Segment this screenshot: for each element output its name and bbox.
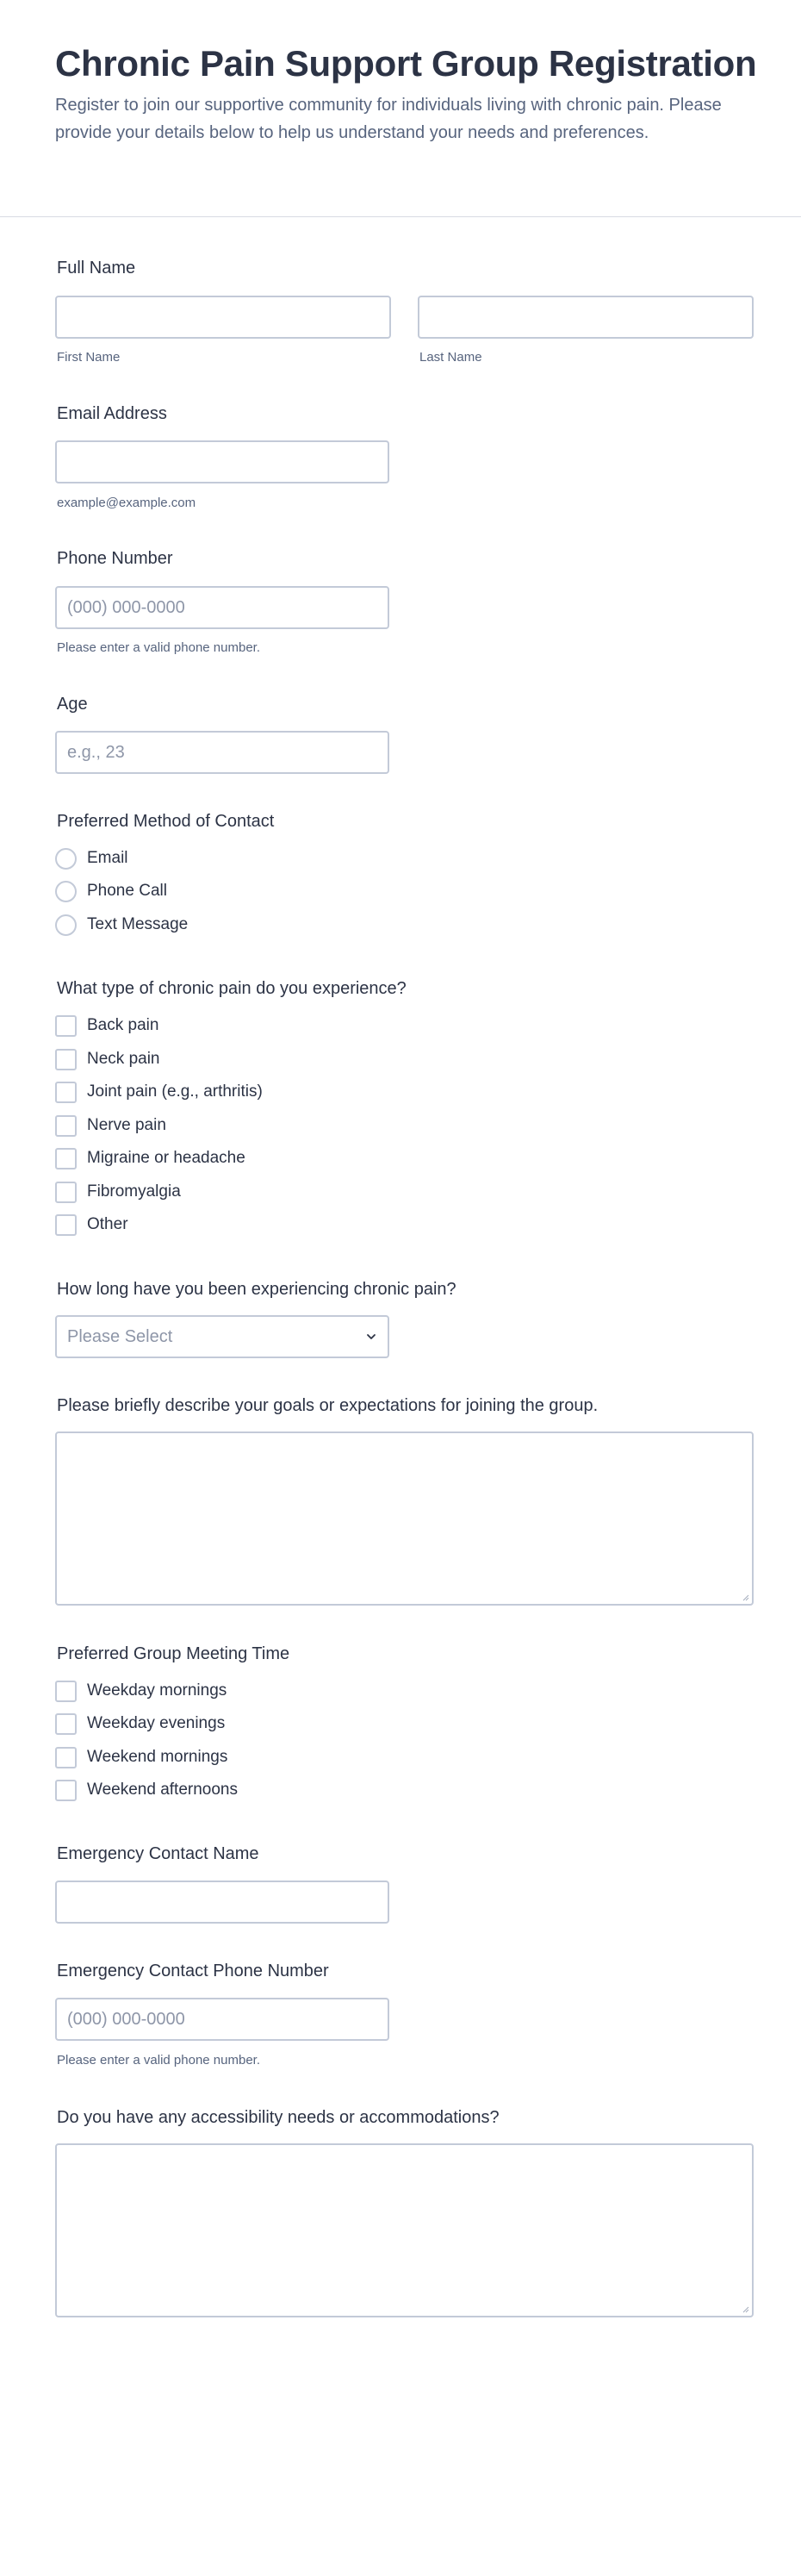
emergency-phone-input[interactable] — [55, 1998, 389, 2041]
email-input[interactable] — [55, 440, 389, 483]
checkbox[interactable] — [55, 1148, 77, 1169]
pain-type-label: What type of chronic pain do you experience? — [57, 979, 407, 998]
option-label: Fibromyalgia — [87, 1182, 181, 1201]
select-placeholder: Please Select — [67, 1327, 173, 1346]
emergency-phone-placeholder: (000) 000-0000 — [67, 2010, 185, 2029]
option-label: Weekend mornings — [87, 1748, 228, 1766]
email-label: Email Address — [57, 404, 167, 423]
goals-label: Please briefly describe your goals or expectations for joining the group. — [57, 1396, 599, 1415]
page-subtitle: Register to join our supportive community for individuals living with chronic pain. Please provide your details below to help us understand your needs and preferences. — [55, 96, 722, 142]
phone-input[interactable] — [55, 586, 389, 629]
option-label: Weekend afternoons — [87, 1781, 238, 1799]
option-label: Email — [87, 849, 128, 867]
email-sublabel: example@example.com — [57, 496, 196, 510]
age-placeholder: e.g., 23 — [67, 743, 125, 762]
radio-button[interactable] — [55, 881, 77, 902]
option-label: Joint pain (e.g., arthritis) — [87, 1082, 263, 1101]
goals-textarea[interactable] — [55, 1431, 754, 1606]
checkbox[interactable] — [55, 1214, 77, 1236]
accessibility-textarea[interactable] — [55, 2143, 754, 2317]
emergency-name-input[interactable] — [55, 1881, 389, 1924]
chevron-down-icon — [365, 1331, 377, 1343]
contact-method-label: Preferred Method of Contact — [57, 812, 275, 831]
radio-button[interactable] — [55, 848, 77, 870]
checkbox[interactable] — [55, 1082, 77, 1103]
checkbox[interactable] — [55, 1182, 77, 1203]
form-header — [0, 0, 801, 217]
full-name-label: Full Name — [57, 259, 136, 278]
resize-grip-icon[interactable] — [741, 1593, 749, 1601]
pain-duration-select[interactable] — [55, 1315, 389, 1358]
option-label: Migraine or headache — [87, 1149, 245, 1167]
page-title: Chronic Pain Support Group Registration — [55, 43, 757, 84]
checkbox[interactable] — [55, 1713, 77, 1735]
option-label: Back pain — [87, 1016, 159, 1034]
option-label: Text Message — [87, 915, 189, 933]
first-name-input[interactable] — [55, 296, 391, 339]
resize-grip-icon[interactable] — [741, 2305, 749, 2313]
phone-placeholder: (000) 000-0000 — [67, 598, 185, 617]
pain-duration-label: How long have you been experiencing chronic pain? — [57, 1280, 456, 1299]
last-name-sublabel: Last Name — [419, 350, 482, 365]
option-label: Weekday evenings — [87, 1714, 226, 1732]
emergency-phone-label: Emergency Contact Phone Number — [57, 1962, 329, 1980]
checkbox[interactable] — [55, 1780, 77, 1801]
checkbox[interactable] — [55, 1015, 77, 1037]
checkbox[interactable] — [55, 1747, 77, 1768]
option-label: Neck pain — [87, 1050, 160, 1068]
checkbox[interactable] — [55, 1681, 77, 1702]
meeting-time-label: Preferred Group Meeting Time — [57, 1644, 290, 1663]
phone-label: Phone Number — [57, 549, 173, 568]
age-label: Age — [57, 695, 88, 714]
emergency-phone-sublabel: Please enter a valid phone number. — [57, 2053, 260, 2068]
option-label: Other — [87, 1215, 128, 1233]
option-label: Nerve pain — [87, 1116, 166, 1134]
age-input[interactable] — [55, 731, 389, 774]
option-label: Weekday mornings — [87, 1681, 227, 1700]
first-name-sublabel: First Name — [57, 350, 121, 365]
checkbox[interactable] — [55, 1115, 77, 1137]
phone-sublabel: Please enter a valid phone number. — [57, 640, 260, 655]
accessibility-label: Do you have any accessibility needs or accommodations? — [57, 2108, 500, 2127]
emergency-name-label: Emergency Contact Name — [57, 1844, 259, 1863]
radio-button[interactable] — [55, 914, 77, 936]
checkbox[interactable] — [55, 1049, 77, 1070]
last-name-input[interactable] — [418, 296, 754, 339]
option-label: Phone Call — [87, 882, 167, 900]
